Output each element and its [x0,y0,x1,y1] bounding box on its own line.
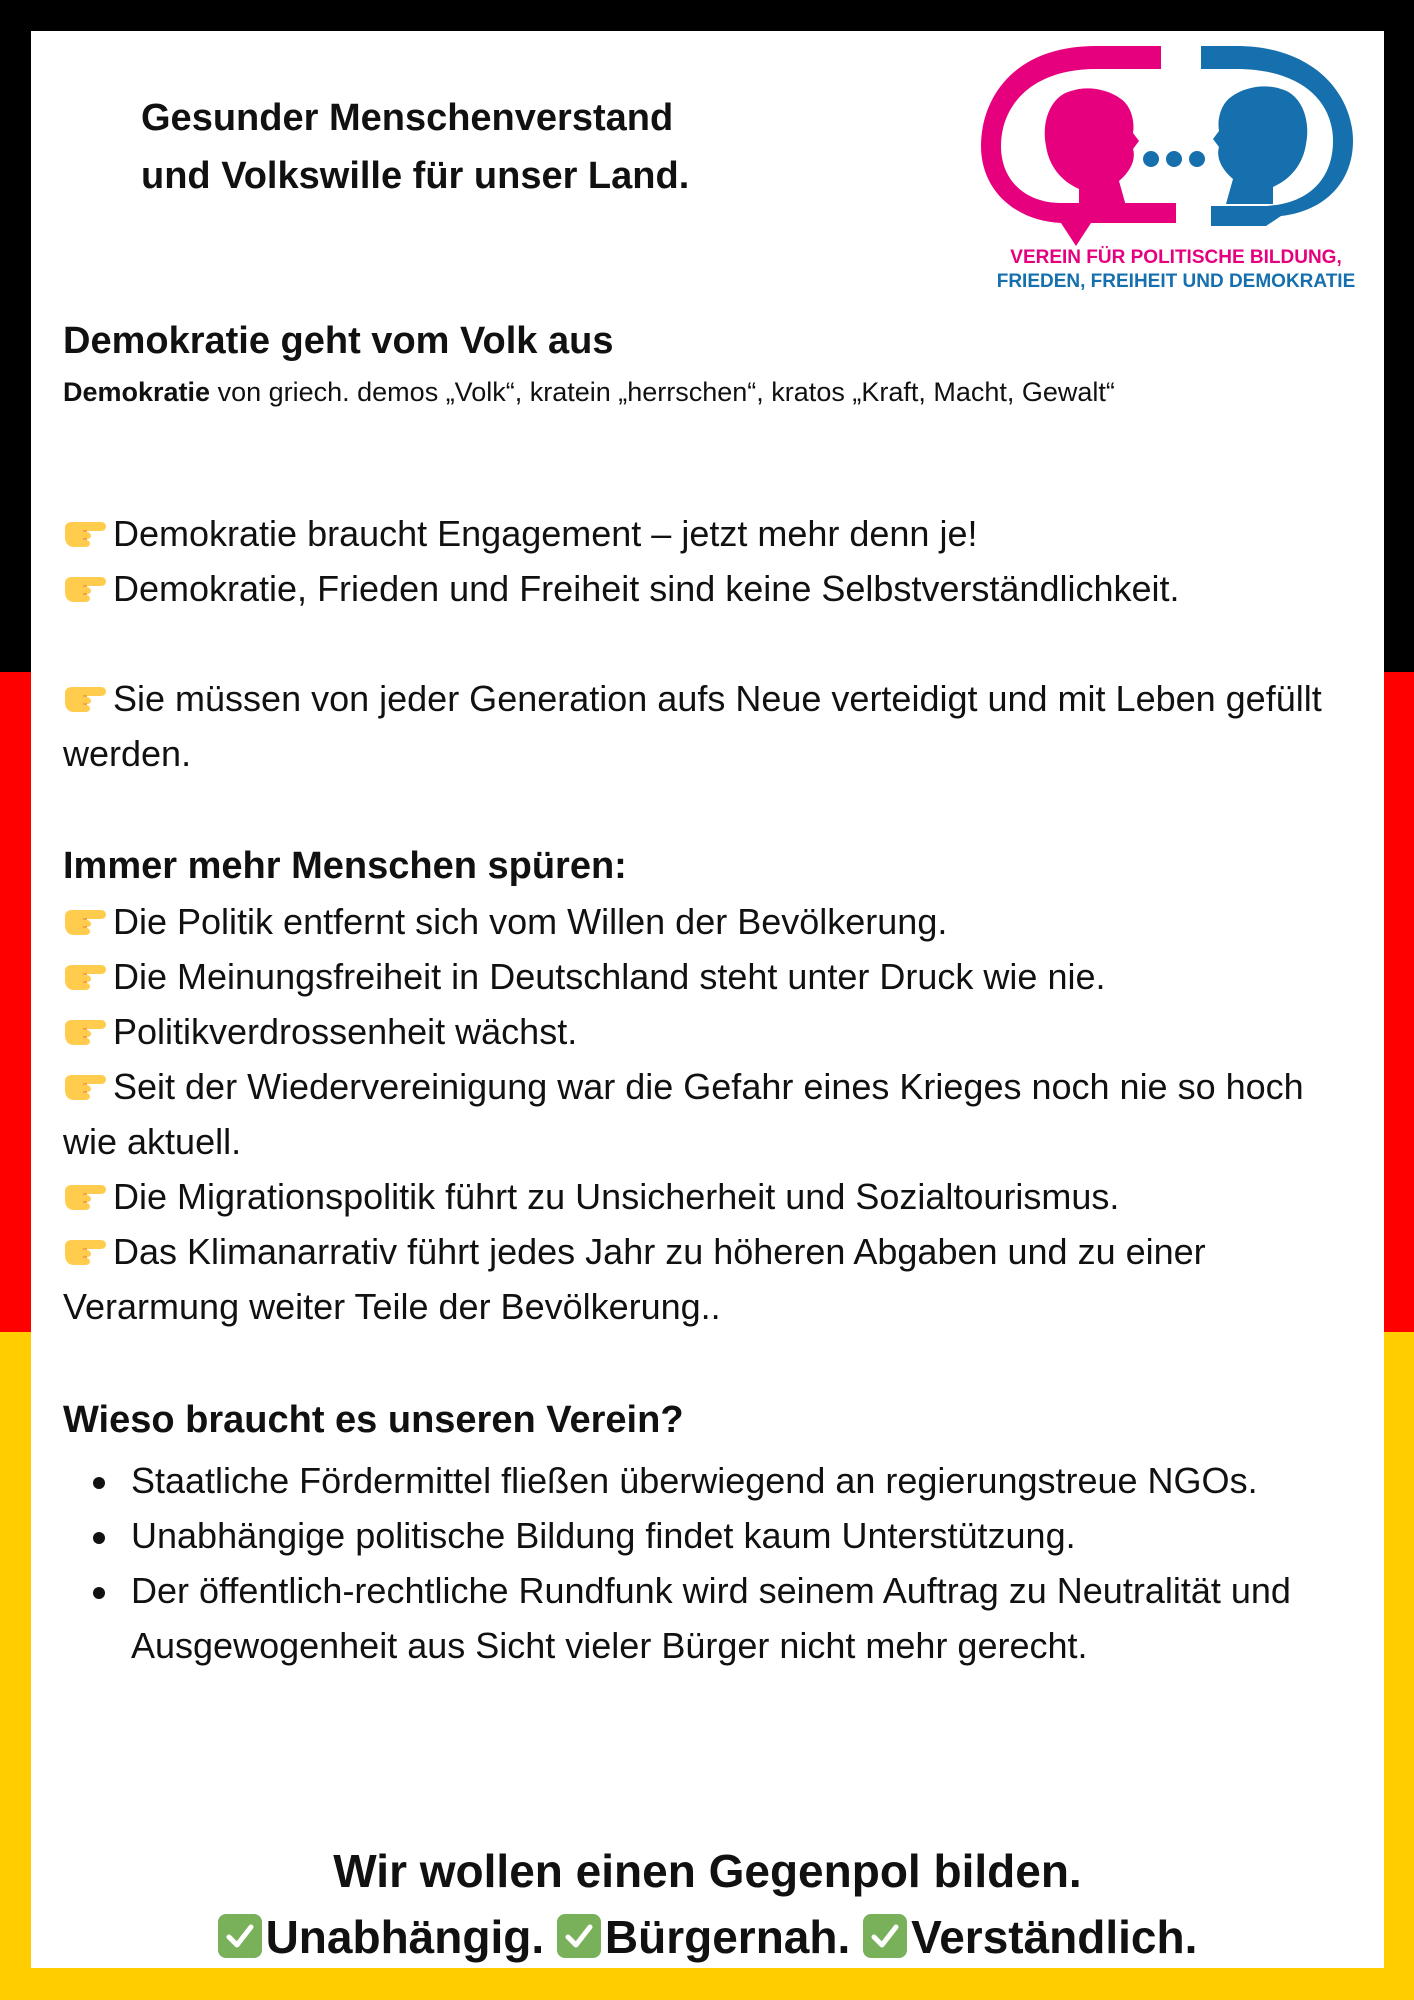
section2-point [63,1059,1363,1169]
section3-heading: Wieso braucht es unseren Verein? [63,1399,684,1441]
logo-caption [961,246,1391,294]
reasons-list-item [131,1453,1414,1508]
pointing-hand-icon [63,953,107,987]
flyer-card [31,31,1384,1968]
reasons-list-item [131,1508,1414,1563]
pointing-hand-icon [63,675,107,709]
section2-point [63,894,1363,949]
slogan [141,89,689,205]
etymology-term: Demokratie [63,377,211,407]
section2-point-text: Die Meinungsfreiheit in Deutschland steht unter Druck wie nie. [113,956,1106,997]
section1-point-text: Demokratie, Frieden und Freiheit sind keine Selbstverständlichkeit. [113,568,1180,609]
etymology-text: von griech. demos „Volk“, kratein „herrschen“, kratos „Kraft, Macht, Gewalt“ [210,377,1115,407]
check-mark-icon [218,1914,262,1958]
section1-point-text: Sie müssen von jeder Generation aufs Neue verteidigt und mit Leben gefüllt werden. [63,678,1322,774]
bullet-dot-icon [93,1587,105,1599]
value-independent: Unabhängig. [265,1911,545,1963]
section2-point-text: Seit der Wiedervereinigung war die Gefahr eines Krieges noch nie so hoch wie aktuell. [63,1066,1304,1162]
slogan-line-1: Gesunder Menschenverstand [141,97,674,139]
closing-values [31,1905,1384,1969]
section2-point-text: Die Migrationspolitik führt zu Unsicherheit und Sozialtourismus. [113,1176,1120,1217]
reasons-list-item-text: Unabhängige politische Bildung findet kaum Unterstützung. [131,1515,1076,1556]
value-citizen-close: Bürgernah. [604,1911,851,1963]
section1-point-text: Demokratie braucht Engagement – jetzt mehr denn je! [113,513,978,554]
section2-point [63,949,1363,1004]
value-understandable: Verständlich. [911,1911,1198,1963]
pointing-hand-icon [63,1173,107,1207]
section1-point [63,506,1363,561]
closing-statement: Wir wollen einen Gegenpol bilden. [333,1845,1082,1897]
section2-point-text: Politikverdrossenheit wächst. [113,1011,578,1052]
section2-heading: Immer mehr Menschen spüren: [63,845,627,887]
pointing-hand-icon [63,898,107,932]
logo-caption-line-1: VEREIN FÜR POLITISCHE BILDUNG, [1010,247,1342,268]
section1-point [63,561,1363,616]
pointing-hand-icon [63,1228,107,1262]
section2-point [63,1169,1363,1224]
check-mark-icon [863,1914,907,1958]
reasons-list-item-text: Der öffentlich-rechtliche Rundfunk wird seinem Auftrag zu Neutralität und Ausgewogenheit aus Sicht vieler Bürger nicht mehr gerecht. [131,1570,1291,1666]
pointing-hand-icon [63,565,107,599]
section2-point-text: Das Klimanarrativ führt jedes Jahr zu höheren Abgaben und zu einer Verarmung weiter Teile der Bevölkerung.. [63,1231,1206,1327]
etymology-line [63,373,1115,411]
section2-point [63,1004,1363,1059]
pointing-hand-icon [63,510,107,544]
association-logo [961,41,1391,311]
section2-point [63,1224,1363,1334]
bullet-dot-icon [93,1477,105,1489]
pointing-hand-icon [63,1063,107,1097]
logo-caption-line-2: FRIEDEN, FREIHEIT UND DEMOKRATIE [996,271,1356,292]
reasons-list [63,1453,1414,1673]
section2-point-text: Die Politik entfernt sich vom Willen der Bevölkerung. [113,901,948,942]
section1-heading: Demokratie geht vom Volk aus [63,320,614,362]
speech-bubbles-icon [961,41,1391,246]
check-mark-icon [557,1914,601,1958]
slogan-line-2: und Volkswille für unser Land. [141,155,690,197]
bullet-dot-icon [93,1532,105,1544]
reasons-list-item [131,1563,1414,1673]
section1-point [63,671,1363,781]
reasons-list-item-text: Staatliche Fördermittel fließen überwiegend an regierungstreue NGOs. [131,1460,1258,1501]
pointing-hand-icon [63,1008,107,1042]
